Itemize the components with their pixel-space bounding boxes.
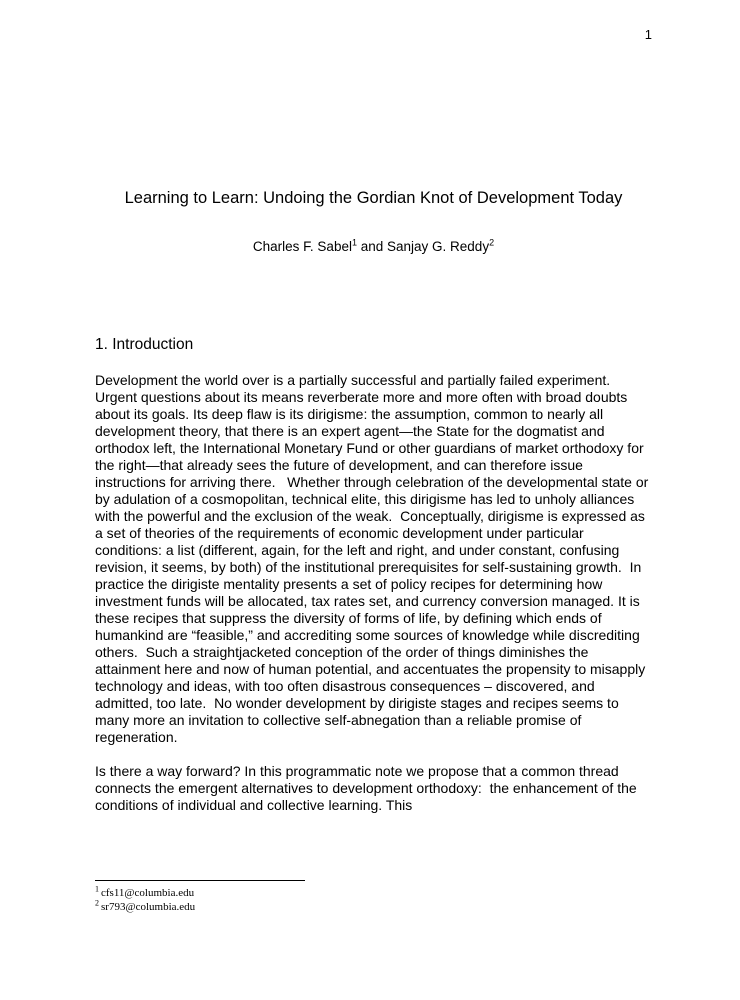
author-2-name: and Sanjay G. Reddy (356, 239, 490, 254)
paper-title: Learning to Learn: Undoing the Gordian Knot of Development Today (124, 189, 623, 207)
footnote-separator (95, 880, 305, 881)
footnote-1-text: cfs11@columbia.edu (101, 887, 195, 899)
footnote-2-marker: 2 (95, 898, 99, 908)
footnote-2 (95, 900, 652, 914)
paragraph-1: Development the world over is a partially successful and partially failed experiment. Urgent questions about its means reverberate more and more often with broad doubts about its goals. Its deep flaw is its dirigisme: the assumption, common to nearly all development theory, that there is an expert agent—the State for the dogmatist and orthodox left, the International Monetary Fund or other guardians of market orthodoxy for the right—that already sees the future of development, and can therefore issue instructions for arriving there. Whether through celebration of the developmental state or by adulation of a cosmopolitan, technical elite, this dirigisme has led to unholy alliances with the powerful and the exclusion of the weak. Conceptually, dirigisme is expressed as a set of theories of the requirements of economic development under particular conditions: a list (different, again, for the left and right, and under constant, confusing revision, it seems, by both) of the institutional prerequisites for self-sustaining growth. In practice the dirigiste mentality presents a set of policy recipes for determining how investment funds will be allocated, tax rates set, and currency conversion managed. It is these recipes that suppress the diversity of forms of life, by defining which ends of humankind are “feasible,” and accrediting some sources of knowledge while discrediting others. Such a straightjacketed conception of the order of things diminishes the attainment here and now of human potential, and accentuates the propensity to misapply technology and ideas, with too often disastrous consequences – discovered, and admitted, too late. No wonder development by dirigiste stages and recipes seems to many more an invitation to collective self-abnegation than a reliable promise of regeneration. (95, 372, 653, 745)
paragraph-2: Is there a way forward? In this programmatic note we propose that a common thread connects the emergent alternatives to development orthodoxy: the enhancement of the conditions of individual and collective learning. This (95, 763, 641, 813)
authors-line (95, 238, 652, 255)
page-number: 1 (644, 27, 652, 42)
footnote-2-text: sr793@columbia.edu (101, 901, 196, 913)
footnote-1 (95, 886, 652, 900)
author-2-footnote-marker: 2 (489, 237, 495, 248)
author-1-footnote-marker: 1 (351, 237, 357, 248)
author-1-name: Charles F. Sabel (252, 239, 352, 254)
footnote-1-marker: 1 (95, 884, 99, 894)
section-heading-introduction: 1. Introduction (95, 336, 194, 353)
footnotes-block (95, 880, 652, 914)
